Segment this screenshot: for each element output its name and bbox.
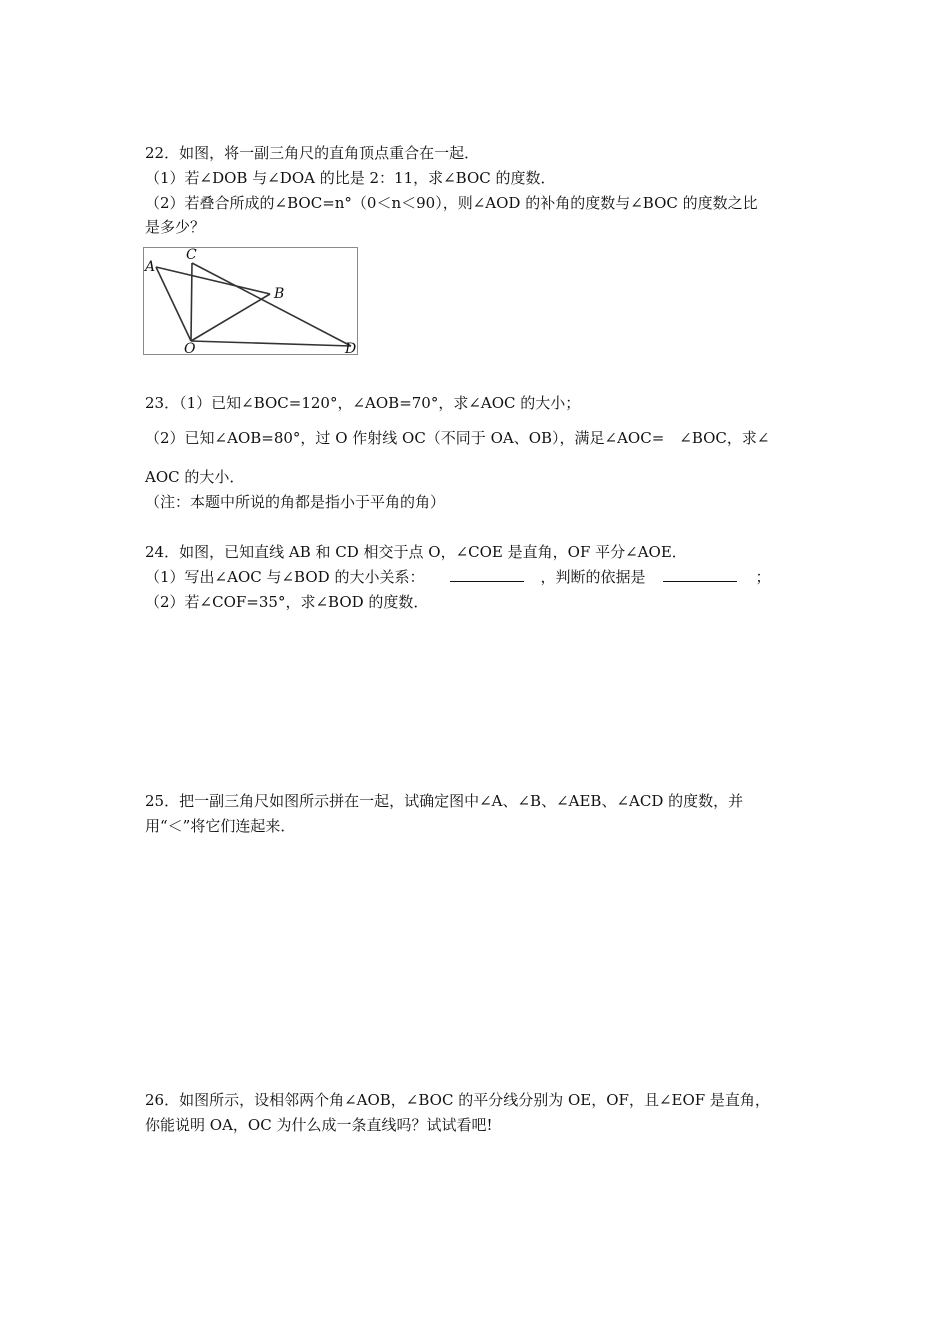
label-D: D xyxy=(345,341,357,357)
q24-line-2-suffix: ； xyxy=(755,568,771,586)
q22-line-1: 22．如图，将一副三角尺的直角顶点重合在一起． xyxy=(145,144,480,162)
segment-OB xyxy=(191,294,270,341)
q22-line-3: （2）若叠合所成的∠BOC=n°（0＜n＜90），则∠AOD 的补角的度数与∠BOC 的度数之比 xyxy=(145,194,758,212)
q24-line-3: （2）若∠COF=35°，求∠BOD 的度数． xyxy=(145,593,429,611)
label-O: O xyxy=(184,341,196,357)
answer-blank-1 xyxy=(450,567,524,582)
q25-line-1: 25．把一副三角尺如图所示拼在一起，试确定图中∠A、∠B、∠AEB、∠ACD 的度数，并 xyxy=(145,792,744,810)
triangle-rulers-diagram xyxy=(144,248,359,356)
q23-line-2: （2）已知∠AOB=80°，过 O 作射线 OC（不同于 OA、OB），满足∠AOC= ∠BOC，求∠ xyxy=(145,429,770,447)
segment-CD xyxy=(192,263,351,346)
q25-line-2: 用“＜”将它们连起来． xyxy=(145,817,296,835)
segment-AB xyxy=(156,267,270,294)
q24-line-2-middle: ，判断的依据是 xyxy=(540,568,646,586)
q26-line-2: 你能说明 OA，OC 为什么成一条直线吗？试试看吧! xyxy=(145,1116,493,1134)
q24-line-2-prefix: （1）写出∠AOC 与∠BOD 的大小关系： xyxy=(145,568,425,586)
answer-blank-2 xyxy=(663,567,737,582)
label-B: B xyxy=(274,286,285,302)
q23-line-3: AOC 的大小． xyxy=(145,468,245,486)
segment-CO xyxy=(191,263,192,341)
q24-line-2 xyxy=(145,567,770,587)
label-C: C xyxy=(186,247,197,263)
q24-line-1: 24．如图，已知直线 AB 和 CD 相交于点 O，∠COE 是直角，OF 平分∠AOE． xyxy=(145,543,687,561)
q23-line-4: （注：本题中所说的角都是指小于平角的角） xyxy=(145,493,446,511)
q26-line-1: 26．如图所示，设相邻两个角∠AOB，∠BOC 的平分线分别为 OE，OF，且∠EOF 是直角， xyxy=(145,1091,770,1109)
q22-figure xyxy=(143,247,358,355)
q23-line-1: 23．（1）已知∠BOC=120°，∠AOB=70°，求∠AOC 的大小； xyxy=(145,394,581,412)
segment-AO xyxy=(156,267,191,341)
segment-OD xyxy=(191,341,351,346)
q22-line-4: 是多少？ xyxy=(145,218,206,236)
label-A: A xyxy=(145,259,156,275)
q22-line-2: （1）若∠DOB 与∠DOA 的比是 2：11，求∠BOC 的度数． xyxy=(145,169,556,187)
